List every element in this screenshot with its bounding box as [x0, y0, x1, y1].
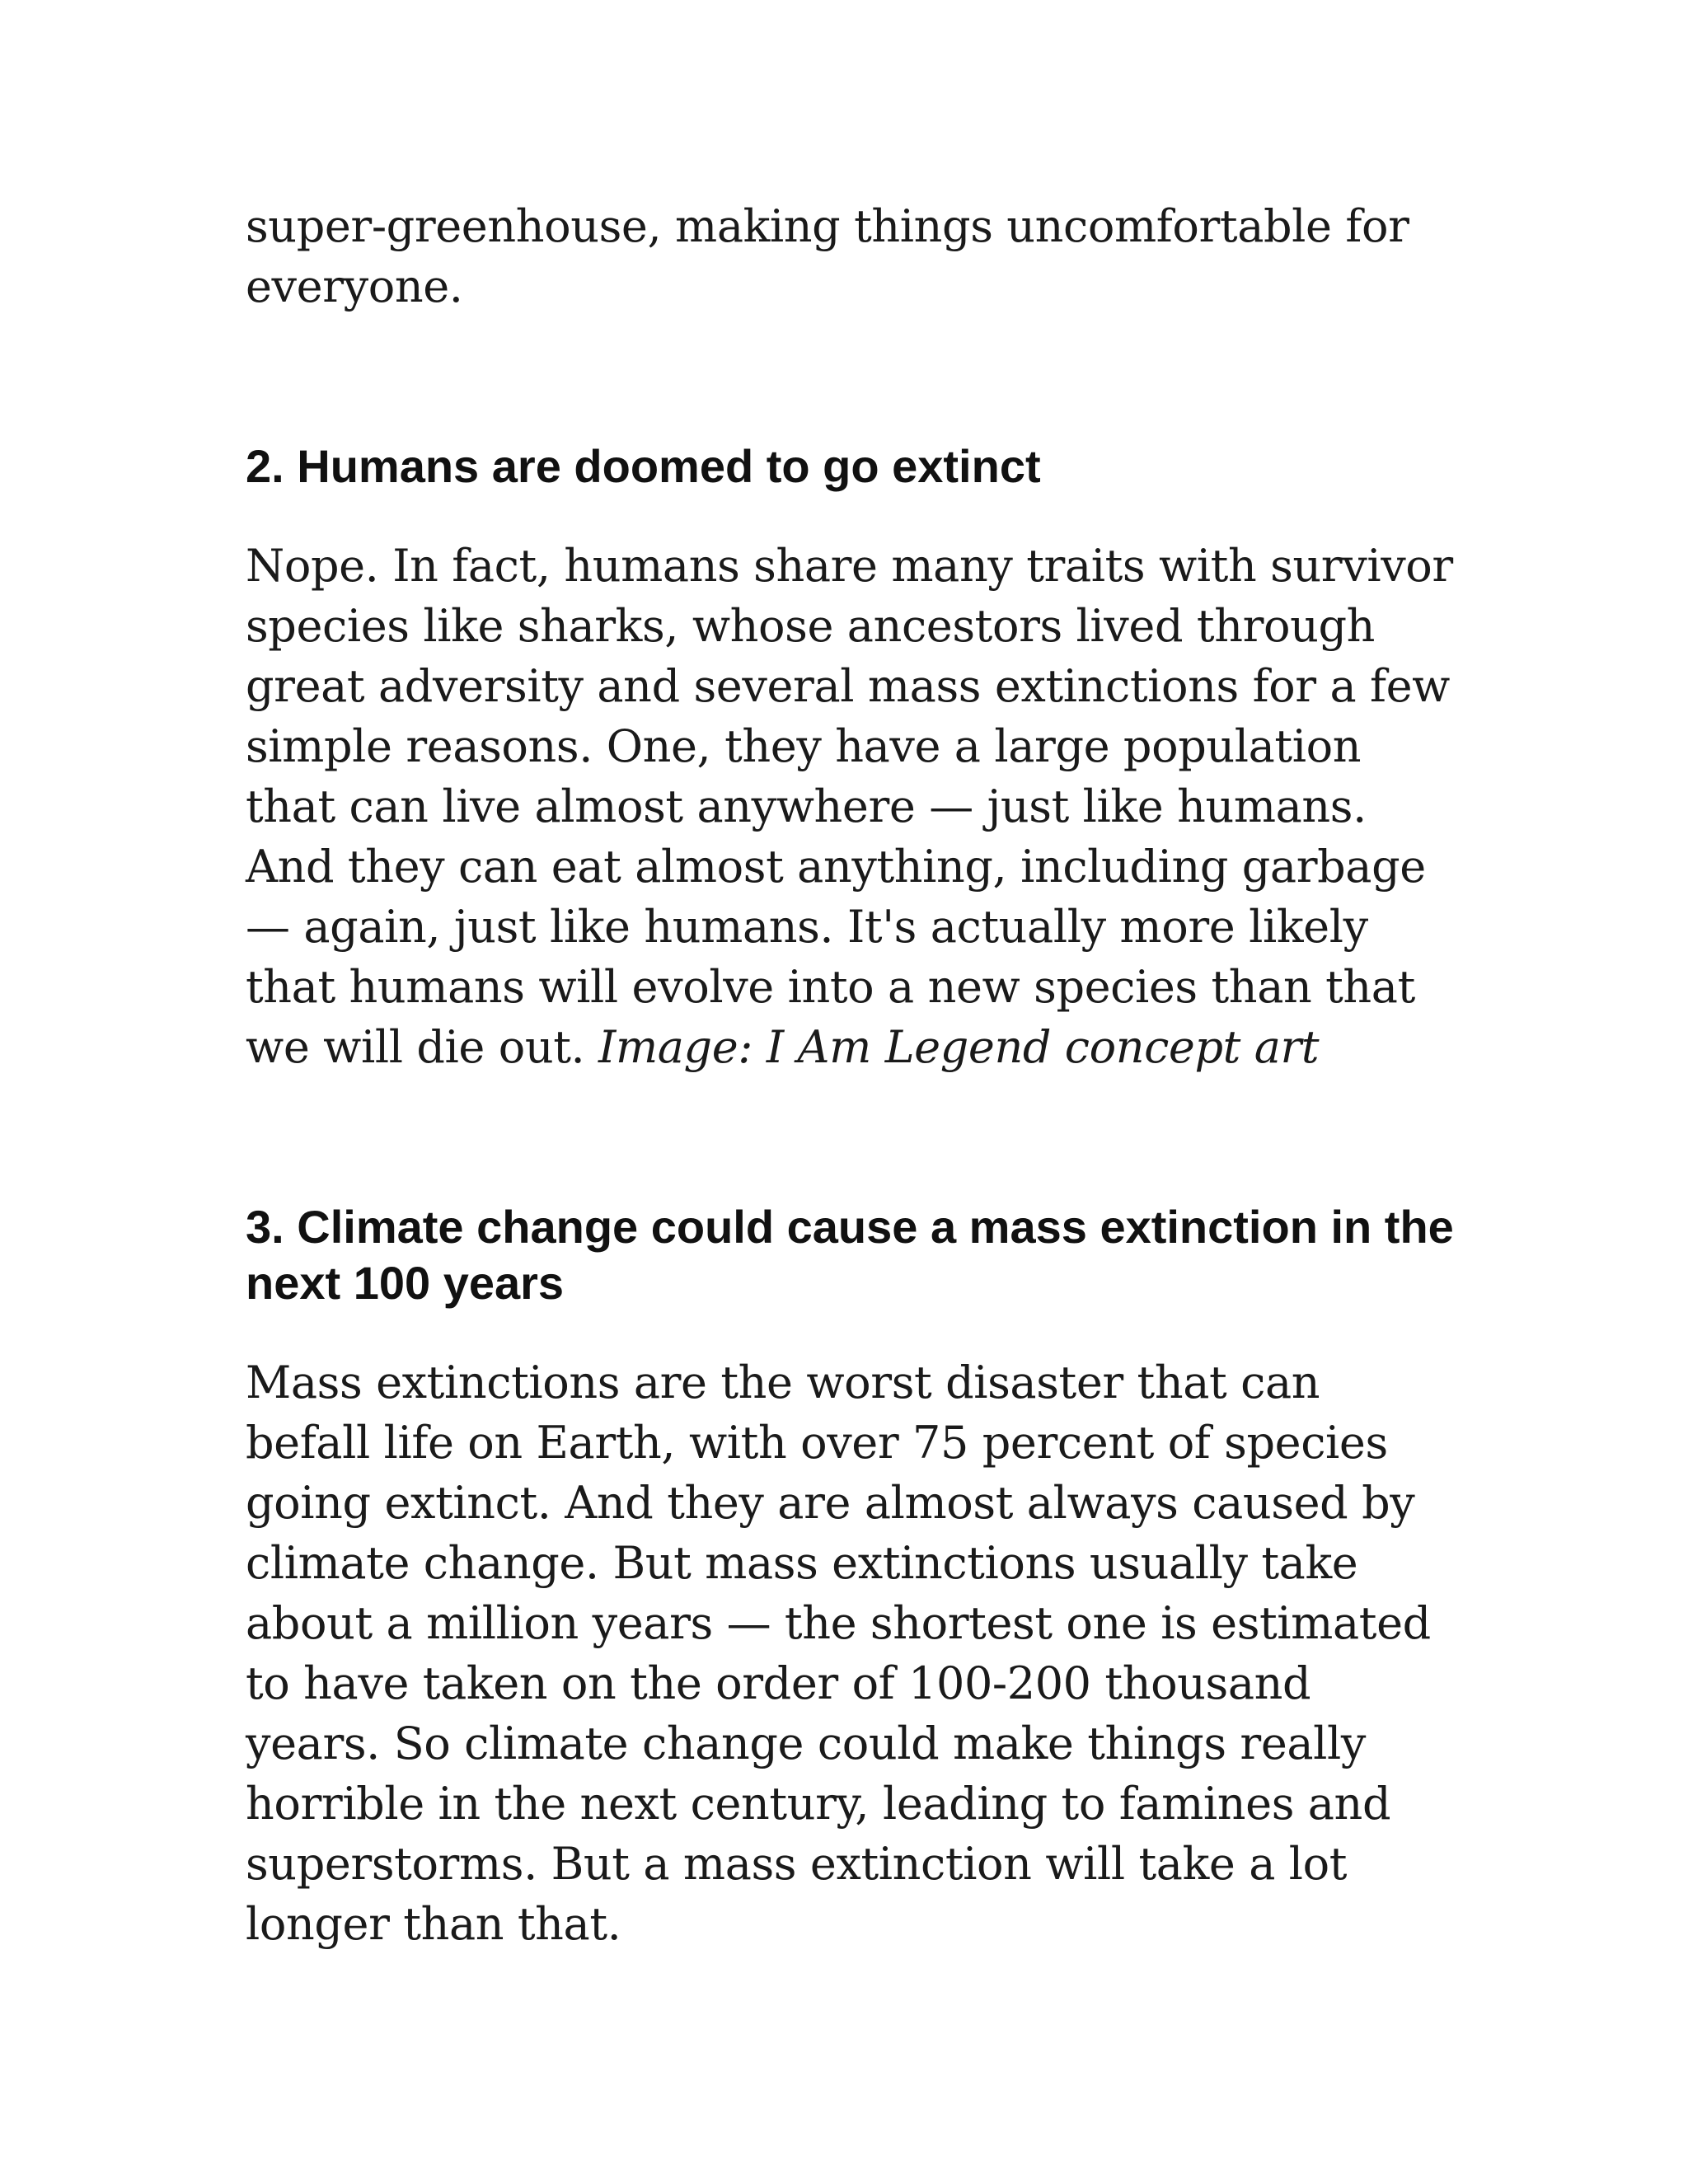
section-2-body: Nope. In fact, humans share many traits with survivor species like sharks, whose ancestors lived through great adversity and several mass extinctions for a few simple reasons. One, they have a large population that can live almost anywhere — just like humans. And they can eat almost anything, including garbage — again, just like humans. It's actually more likely that humans will evolve into a new species than that we will die out. — [246, 540, 1453, 1073]
section-spacer — [246, 316, 1457, 438]
section-2-heading: 2. Humans are doomed to go extinct — [246, 440, 1041, 492]
heading-spacer — [246, 1311, 1457, 1352]
intro-paragraph: super-greenhouse, making things uncomfortable for everyone. — [246, 200, 1409, 312]
section-2-paragraph — [246, 536, 1457, 1077]
article-page — [246, 196, 1457, 1954]
section-3-heading: 3. Climate change could cause a mass extinction in the next 100 years — [246, 1201, 1454, 1309]
image-caption: Image: I Am Legend concept art — [598, 1021, 1320, 1073]
heading-spacer — [246, 494, 1457, 536]
section-3-paragraph: Mass extinctions are the worst disaster that can befall life on Earth, with over 75 percent of species going extinct. And they are almost always caused by climate change. But mass extinctions usually take about a million years — the shortest one is estimated to have taken on the order of 100-200 thousand years. So climate change could make things really horrible in the next century, leading to famines and superstorms. But a mass extinction will take a lot longer than that. — [246, 1357, 1431, 1950]
section-spacer — [246, 1077, 1457, 1199]
